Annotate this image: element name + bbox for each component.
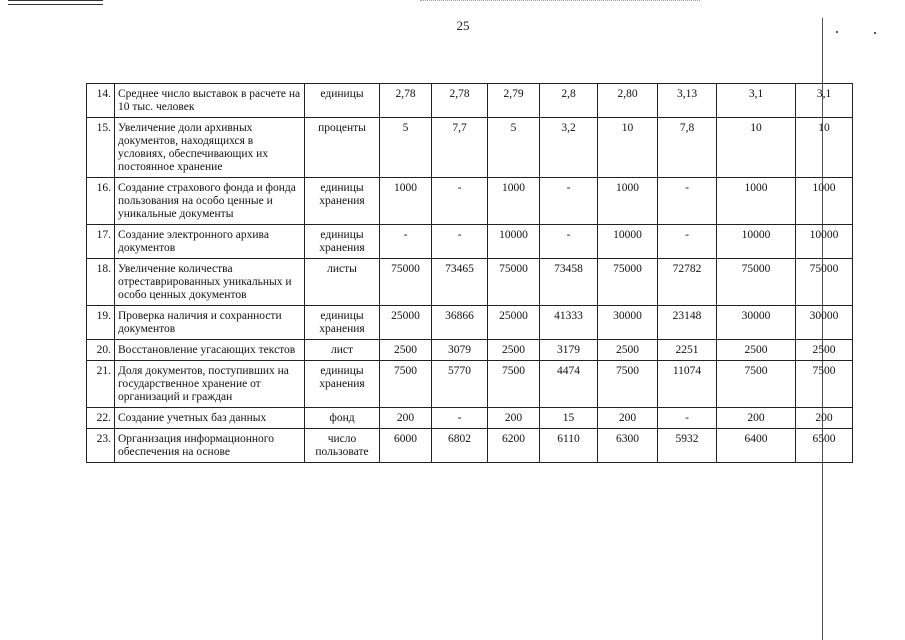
- value-cell: 7500: [796, 361, 853, 408]
- unit-of-measure: единицы хранения: [305, 225, 380, 259]
- scan-mark-top: [8, 0, 103, 5]
- value-cell: 30000: [796, 306, 853, 340]
- value-cell: -: [658, 178, 717, 225]
- indicator-name: Проверка наличия и сохранности документов: [115, 306, 305, 340]
- indicators-table: [86, 83, 853, 463]
- value-cell: 2500: [380, 340, 432, 361]
- value-cell: 75000: [380, 259, 432, 306]
- row-number: 23.: [87, 429, 115, 463]
- value-cell: 5: [488, 118, 540, 178]
- indicator-name: Увеличение количества отреставрированных уникальных и особо ценных документов: [115, 259, 305, 306]
- scan-speck: [874, 32, 876, 34]
- value-cell: 25000: [380, 306, 432, 340]
- table-row: [87, 225, 853, 259]
- value-cell: -: [432, 225, 488, 259]
- value-cell: 36866: [432, 306, 488, 340]
- value-cell: 6110: [540, 429, 598, 463]
- scan-line-top: [420, 0, 700, 3]
- value-cell: 200: [796, 408, 853, 429]
- value-cell: 2,80: [598, 84, 658, 118]
- table-row: [87, 429, 853, 463]
- row-number: 18.: [87, 259, 115, 306]
- value-cell: 1000: [598, 178, 658, 225]
- row-number: 19.: [87, 306, 115, 340]
- value-cell: 4474: [540, 361, 598, 408]
- value-cell: -: [540, 178, 598, 225]
- indicator-name: Создание страхового фонда и фонда пользования на особо ценные и уникальные документы: [115, 178, 305, 225]
- table-row: [87, 340, 853, 361]
- table-row: [87, 178, 853, 225]
- table-row: [87, 118, 853, 178]
- value-cell: 73458: [540, 259, 598, 306]
- value-cell: 200: [598, 408, 658, 429]
- value-cell: 6500: [796, 429, 853, 463]
- value-cell: 3079: [432, 340, 488, 361]
- value-cell: 1000: [717, 178, 796, 225]
- value-cell: 75000: [796, 259, 853, 306]
- unit-of-measure: число пользовате: [305, 429, 380, 463]
- value-cell: 2,79: [488, 84, 540, 118]
- value-cell: 2500: [488, 340, 540, 361]
- table-body: [87, 84, 853, 463]
- value-cell: 5: [380, 118, 432, 178]
- row-number: 14.: [87, 84, 115, 118]
- row-number: 20.: [87, 340, 115, 361]
- value-cell: 10: [717, 118, 796, 178]
- indicator-name: Создание учетных баз данных: [115, 408, 305, 429]
- value-cell: 200: [717, 408, 796, 429]
- value-cell: 3,13: [658, 84, 717, 118]
- value-cell: 6802: [432, 429, 488, 463]
- indicator-name: Восстановление угасающих текстов: [115, 340, 305, 361]
- value-cell: -: [380, 225, 432, 259]
- row-number: 21.: [87, 361, 115, 408]
- value-cell: -: [540, 225, 598, 259]
- value-cell: 2,78: [432, 84, 488, 118]
- unit-of-measure: листы: [305, 259, 380, 306]
- value-cell: 7500: [488, 361, 540, 408]
- value-cell: 15: [540, 408, 598, 429]
- value-cell: 10000: [598, 225, 658, 259]
- value-cell: 25000: [488, 306, 540, 340]
- page-number: 25: [456, 18, 470, 33]
- indicator-name: Доля документов, поступивших на государственное хранение от организаций и граждан: [115, 361, 305, 408]
- value-cell: -: [658, 225, 717, 259]
- unit-of-measure: лист: [305, 340, 380, 361]
- value-cell: 10: [796, 118, 853, 178]
- value-cell: 2251: [658, 340, 717, 361]
- value-cell: 1000: [796, 178, 853, 225]
- value-cell: 3179: [540, 340, 598, 361]
- row-number: 15.: [87, 118, 115, 178]
- value-cell: 10: [598, 118, 658, 178]
- value-cell: 6400: [717, 429, 796, 463]
- value-cell: 6000: [380, 429, 432, 463]
- value-cell: -: [432, 408, 488, 429]
- row-number: 16.: [87, 178, 115, 225]
- indicator-name: Создание электронного архива документов: [115, 225, 305, 259]
- value-cell: -: [658, 408, 717, 429]
- value-cell: 5770: [432, 361, 488, 408]
- value-cell: 30000: [598, 306, 658, 340]
- value-cell: 3,2: [540, 118, 598, 178]
- value-cell: 7500: [717, 361, 796, 408]
- indicator-name: Среднее число выставок в расчете на 10 тыс. человек: [115, 84, 305, 118]
- scan-speck: [836, 31, 838, 33]
- value-cell: 5932: [658, 429, 717, 463]
- value-cell: 1000: [380, 178, 432, 225]
- value-cell: 72782: [658, 259, 717, 306]
- value-cell: 2,78: [380, 84, 432, 118]
- value-cell: 2500: [598, 340, 658, 361]
- indicator-name: Увеличение доли архивных документов, находящихся в условиях, обеспечивающих их постоянное хранение: [115, 118, 305, 178]
- value-cell: 200: [380, 408, 432, 429]
- value-cell: 10000: [717, 225, 796, 259]
- value-cell: 3,1: [796, 84, 853, 118]
- table-row: [87, 306, 853, 340]
- table-row: [87, 408, 853, 429]
- table-row: [87, 259, 853, 306]
- value-cell: 7,8: [658, 118, 717, 178]
- unit-of-measure: единицы хранения: [305, 361, 380, 408]
- value-cell: 6300: [598, 429, 658, 463]
- value-cell: 3,1: [717, 84, 796, 118]
- value-cell: 73465: [432, 259, 488, 306]
- row-number: 17.: [87, 225, 115, 259]
- table-row: [87, 361, 853, 408]
- unit-of-measure: единицы: [305, 84, 380, 118]
- value-cell: 10000: [796, 225, 853, 259]
- value-cell: 11074: [658, 361, 717, 408]
- value-cell: 41333: [540, 306, 598, 340]
- value-cell: 30000: [717, 306, 796, 340]
- unit-of-measure: единицы хранения: [305, 178, 380, 225]
- value-cell: 75000: [717, 259, 796, 306]
- value-cell: 75000: [598, 259, 658, 306]
- value-cell: 200: [488, 408, 540, 429]
- value-cell: 10000: [488, 225, 540, 259]
- value-cell: 23148: [658, 306, 717, 340]
- value-cell: 7,7: [432, 118, 488, 178]
- table-row: [87, 84, 853, 118]
- unit-of-measure: фонд: [305, 408, 380, 429]
- value-cell: 7500: [598, 361, 658, 408]
- unit-of-measure: проценты: [305, 118, 380, 178]
- value-cell: 2500: [796, 340, 853, 361]
- value-cell: -: [432, 178, 488, 225]
- indicator-name: Организация информационного обеспечения на основе: [115, 429, 305, 463]
- value-cell: 6200: [488, 429, 540, 463]
- unit-of-measure: единицы хранения: [305, 306, 380, 340]
- value-cell: 2500: [717, 340, 796, 361]
- value-cell: 1000: [488, 178, 540, 225]
- value-cell: 75000: [488, 259, 540, 306]
- value-cell: 2,8: [540, 84, 598, 118]
- value-cell: 7500: [380, 361, 432, 408]
- row-number: 22.: [87, 408, 115, 429]
